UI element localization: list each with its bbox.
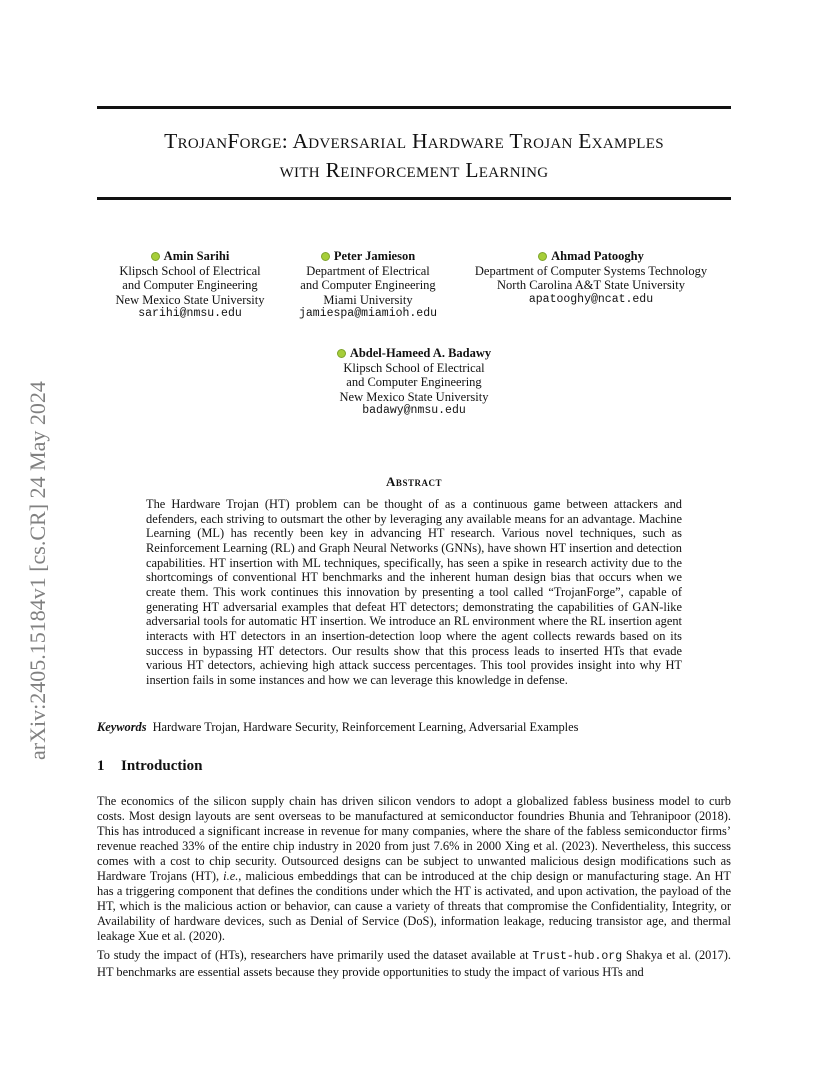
- paper-title: [97, 127, 731, 185]
- author-name: Amin Sarihi: [163, 249, 230, 263]
- author-block-2: [283, 249, 453, 322]
- paragraph-text: To study the impact of (HTs), researchers have primarily used the dataset available at: [97, 948, 533, 962]
- author-email[interactable]: badawy@nmsu.edu: [362, 404, 466, 418]
- orcid-icon[interactable]: [321, 252, 330, 261]
- author-block-3: [455, 249, 727, 307]
- author-affiliation: New Mexico State University: [339, 389, 489, 404]
- author-name: Peter Jamieson: [333, 249, 416, 263]
- intro-paragraph-2: [97, 948, 731, 980]
- author-block-1: [100, 249, 280, 322]
- title-line-2: with Reinforcement Learning: [279, 158, 549, 182]
- title-line-1: TrojanForge: Adversarial Hardware Trojan Examples: [164, 129, 664, 153]
- paragraph-italic: i.e.: [223, 868, 239, 883]
- author-affiliation: Klipsch School of Electrical: [119, 263, 261, 278]
- author-affiliation: Klipsch School of Electrical: [343, 360, 485, 375]
- author-affiliation: and Computer Engineering: [122, 278, 258, 293]
- orcid-icon[interactable]: [538, 252, 547, 261]
- title-bottom-rule: [97, 197, 731, 200]
- paragraph-text: Shakya et al. (2017). HT benchmarks are essential assets because they provide opportunities to study the impact of various HTs and: [97, 948, 731, 979]
- author-affiliation: Department of Electrical: [306, 263, 430, 278]
- author-email[interactable]: jamiespa@miamioh.edu: [298, 307, 438, 321]
- author-affiliation: Miami University: [323, 292, 413, 307]
- paragraph-text: The economics of the silicon supply chain has driven silicon vendors to adopt a globalized fabless business model to curb costs. Most design layouts are sent overseas to be manufactured at semiconductor foundries Bhunia and Tehranipoor (2018). This has introduced a significant increase in revenue for many companies, where the share of the fabless semiconductor firms’ revenue reached 33% of the entire chip industry in 2020 from just 7.6% in 2000 Xing et al. (2023). Nevertheless, this success comes with a cost to chip security. Outsourced designs can be subject to unwanted malicious design modifications such as Hardware Trojans (HT),: [97, 794, 731, 883]
- section-number: 1: [97, 758, 105, 774]
- author-block-4: [314, 346, 514, 419]
- author-affiliation: North Carolina A&T State University: [497, 278, 685, 293]
- orcid-icon[interactable]: [151, 252, 160, 261]
- paragraph-text: , malicious embeddings that can be introduced at the chip design or manufacturing stage. An HT has a triggering component that defines the conditions under which the HT is activated, and upon activation, the payload of the HT, which is the malicious action or behavior, can cause a variety of threats that compromise the Confidentiality, Integrity, or Availability of hardware devices, such as Denial of Service (DoS), information leakage, reducing transistor age, and thermal leakage Xue et al. (2020).: [97, 868, 731, 943]
- author-name: Ahmad Patooghy: [551, 249, 644, 263]
- keywords-text: Hardware Trojan, Hardware Security, Reinforcement Learning, Adversarial Examples: [152, 720, 579, 734]
- author-affiliation: and Computer Engineering: [300, 278, 436, 293]
- section-title: Introduction: [121, 758, 203, 774]
- author-affiliation: New Mexico State University: [115, 292, 265, 307]
- title-top-rule: [97, 106, 731, 109]
- intro-paragraph-1: [97, 794, 731, 944]
- author-affiliation: and Computer Engineering: [346, 375, 482, 390]
- author-affiliation: Department of Computer Systems Technology: [474, 263, 708, 278]
- author-name: Abdel-Hameed A. Badawy: [349, 346, 492, 360]
- orcid-icon[interactable]: [337, 349, 346, 358]
- keywords: [97, 720, 731, 735]
- author-email[interactable]: sarihi@nmsu.edu: [138, 307, 242, 321]
- abstract-text: The Hardware Trojan (HT) problem can be thought of as a continuous game between attackers and defenders, each striving to outsmart the other by leveraging any available means for an advantage. Machine Learning (ML) has recently been key in advancing HT research. Various novel techniques, such as Reinforcement Learning (RL) and Graph Neural Networks (GNNs), have shown HT insertion and detection capabilities. HT insertion with ML techniques, specifically, has seen a spike in research activity due to the shortcomings of conventional HT benchmarks and the inherent human design bias that occurs when we create them. This work continues this innovation by presenting a tool called “TrojanForge”, capable of generating HT adversarial examples that defeat HT detectors; demonstrating the capabilities of GAN-like adversarial tools for automatic HT insertion. We introduce an RL environment where the RL insertion agent interacts with HT detectors in an insertion-detection loop where the agent collects rewards based on its success in bypassing HT detectors. Our results show that this process leads to inserted HTs that evade various HT detectors, achieving high attack success percentages. This tool provides insight into why HT insertion fails in some instances and how we can leverage this knowledge in defense.: [146, 497, 682, 687]
- author-email[interactable]: apatooghy@ncat.edu: [528, 292, 654, 306]
- dataset-url[interactable]: Trust-hub.org: [532, 950, 623, 963]
- section-heading: [97, 758, 202, 775]
- abstract-heading: Abstract: [386, 474, 442, 489]
- arxiv-identifier: arXiv:2405.15184v1 [cs.CR] 24 May 2024: [25, 381, 50, 760]
- keywords-label: Keywords: [97, 720, 147, 734]
